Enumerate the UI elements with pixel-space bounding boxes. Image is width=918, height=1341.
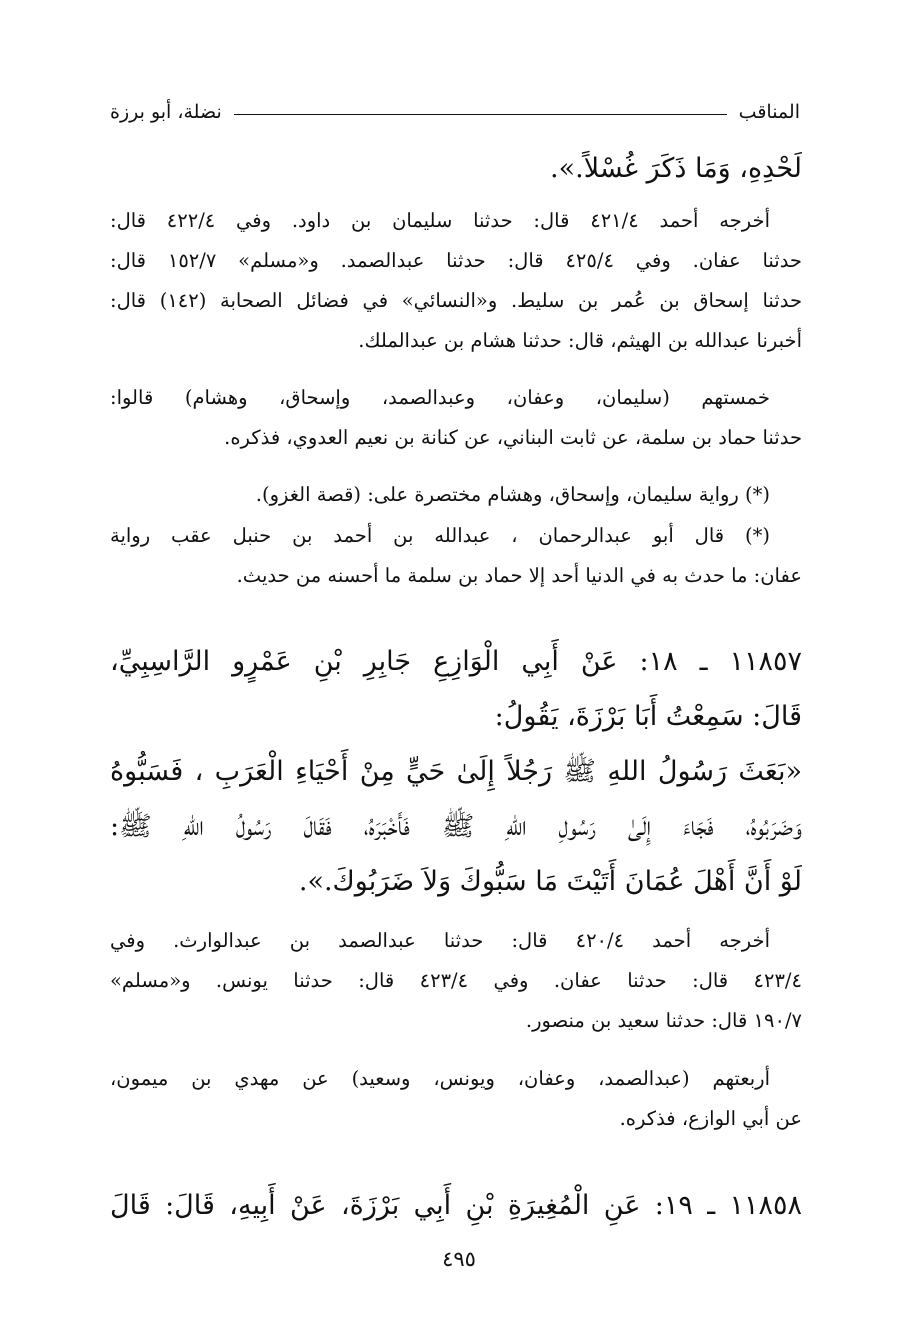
hadith-11857 (110, 634, 802, 909)
annotation-note (110, 516, 802, 596)
text-line: حدثنا عفان. وفي ٤٢٥/٤ قال: حدثنا عبدالصمد. و«مسلم» ١٥٢/٧ قال: (110, 249, 802, 272)
text-line: وَضَرَبُوهُ، فَجَاءَ إِلَىٰ رَسُولِ اللهِ ﷺ فَأَخْبَرَهُ، فَقَالَ رَسُولُ اللهِ ﷺ: (110, 811, 802, 842)
isnad-summary-paragraph (110, 378, 802, 458)
header-rule (234, 114, 727, 115)
page-number: ٤٩٥ (442, 1247, 476, 1271)
text-line: أخرجه أحمد ٤٢٠/٤ قال: حدثنا عبدالصمد بن عبدالوارث. وفي (110, 929, 771, 952)
text-line: قَالَ: سَمِعْتُ أَبَا بَرْزَةَ، يَقُولُ: (494, 701, 802, 732)
text-line: (*) قال أبو عبدالرحمان ، عبدالله بن أحمد بن حنبل عقب رواية (110, 524, 770, 547)
header-subsection-title: نضلة، أبو برزة (110, 101, 222, 123)
text-line: عفان: ما حدث به في الدنيا أحد إلا حماد بن سلمة ما أحسنه من حديث. (236, 564, 802, 587)
text-line: أخبرنا عبدالله بن الهيثم، قال: حدثنا هشام بن عبدالملك. (358, 329, 802, 352)
text-line: «بَعَثَ رَسُولُ اللهِ ﷺ رَجُلاً إِلَىٰ حَيٍّ مِنْ أَحْيَاءِ الْعَرَبِ ، فَسَبُّوهُ (110, 756, 802, 787)
text-line: ١١٨٥٧ ـ ١٨: عَنْ أَبِي الْوَازِعِ جَابِرِ بْنِ عَمْرٍو الرَّاسِبِيِّ، (110, 646, 802, 677)
text-line: خمستهم (سليمان، وعفان، وعبدالصمد، وإسحاق، وهشام) قالوا: (110, 386, 770, 409)
text-line: ٤٢٣/٤ قال: حدثنا عفان. وفي ٤٢٣/٤ قال: حدثنا يونس. و«مسلم» (110, 969, 802, 992)
hadith-continuation (110, 141, 802, 196)
text-line: أخرجه أحمد ٤٢١/٤ قال: حدثنا سليمان بن داود. وفي ٤٢٢/٤ قال: (110, 209, 771, 232)
text-line: لَحْدِهِ، وَمَا ذَكَرَ غُسْلاً.». (550, 153, 802, 184)
takhrij-paragraph (110, 921, 802, 1041)
text-line: ١١٨٥٨ ـ ١٩: عَنِ الْمُغِيرَةِ بْنِ أَبِي بَرْزَةَ، عَنْ أَبِيهِ، قَالَ: قَالَ (110, 1190, 802, 1221)
hadith-11858 (110, 1178, 802, 1233)
isnad-summary-paragraph (110, 1059, 802, 1139)
header-section-title: المناقب (738, 101, 800, 123)
text-line: (*) رواية سليمان، وإسحاق، وهشام مختصرة على: (قصة الغزو). (255, 483, 770, 506)
text-line: أربعتهم (عبدالصمد، وعفان، ويونس، وسعيد) عن مهدي بن ميمون، (110, 1067, 770, 1090)
running-header (110, 93, 800, 123)
takhrij-paragraph (110, 201, 802, 361)
text-line: لَوْ أَنَّ أَهْلَ عُمَانَ أَتَيْتَ مَا سَبُّوكَ وَلاَ ضَرَبُوكَ.». (298, 866, 802, 897)
text-line: حدثنا إسحاق بن عُمر بن سليط. و«النسائي» في فضائل الصحابة (١٤٢) قال: (110, 289, 802, 312)
text-line: عن أبي الوازع، فذكره. (619, 1107, 802, 1130)
text-line: حدثنا حماد بن سلمة، عن ثابت البناني، عن كنانة بن نعيم العدوي، فذكره. (224, 426, 802, 449)
text-line: ١٩٠/٧ قال: حدثنا سعيد بن منصور. (525, 1009, 802, 1032)
annotation-note (110, 475, 802, 515)
